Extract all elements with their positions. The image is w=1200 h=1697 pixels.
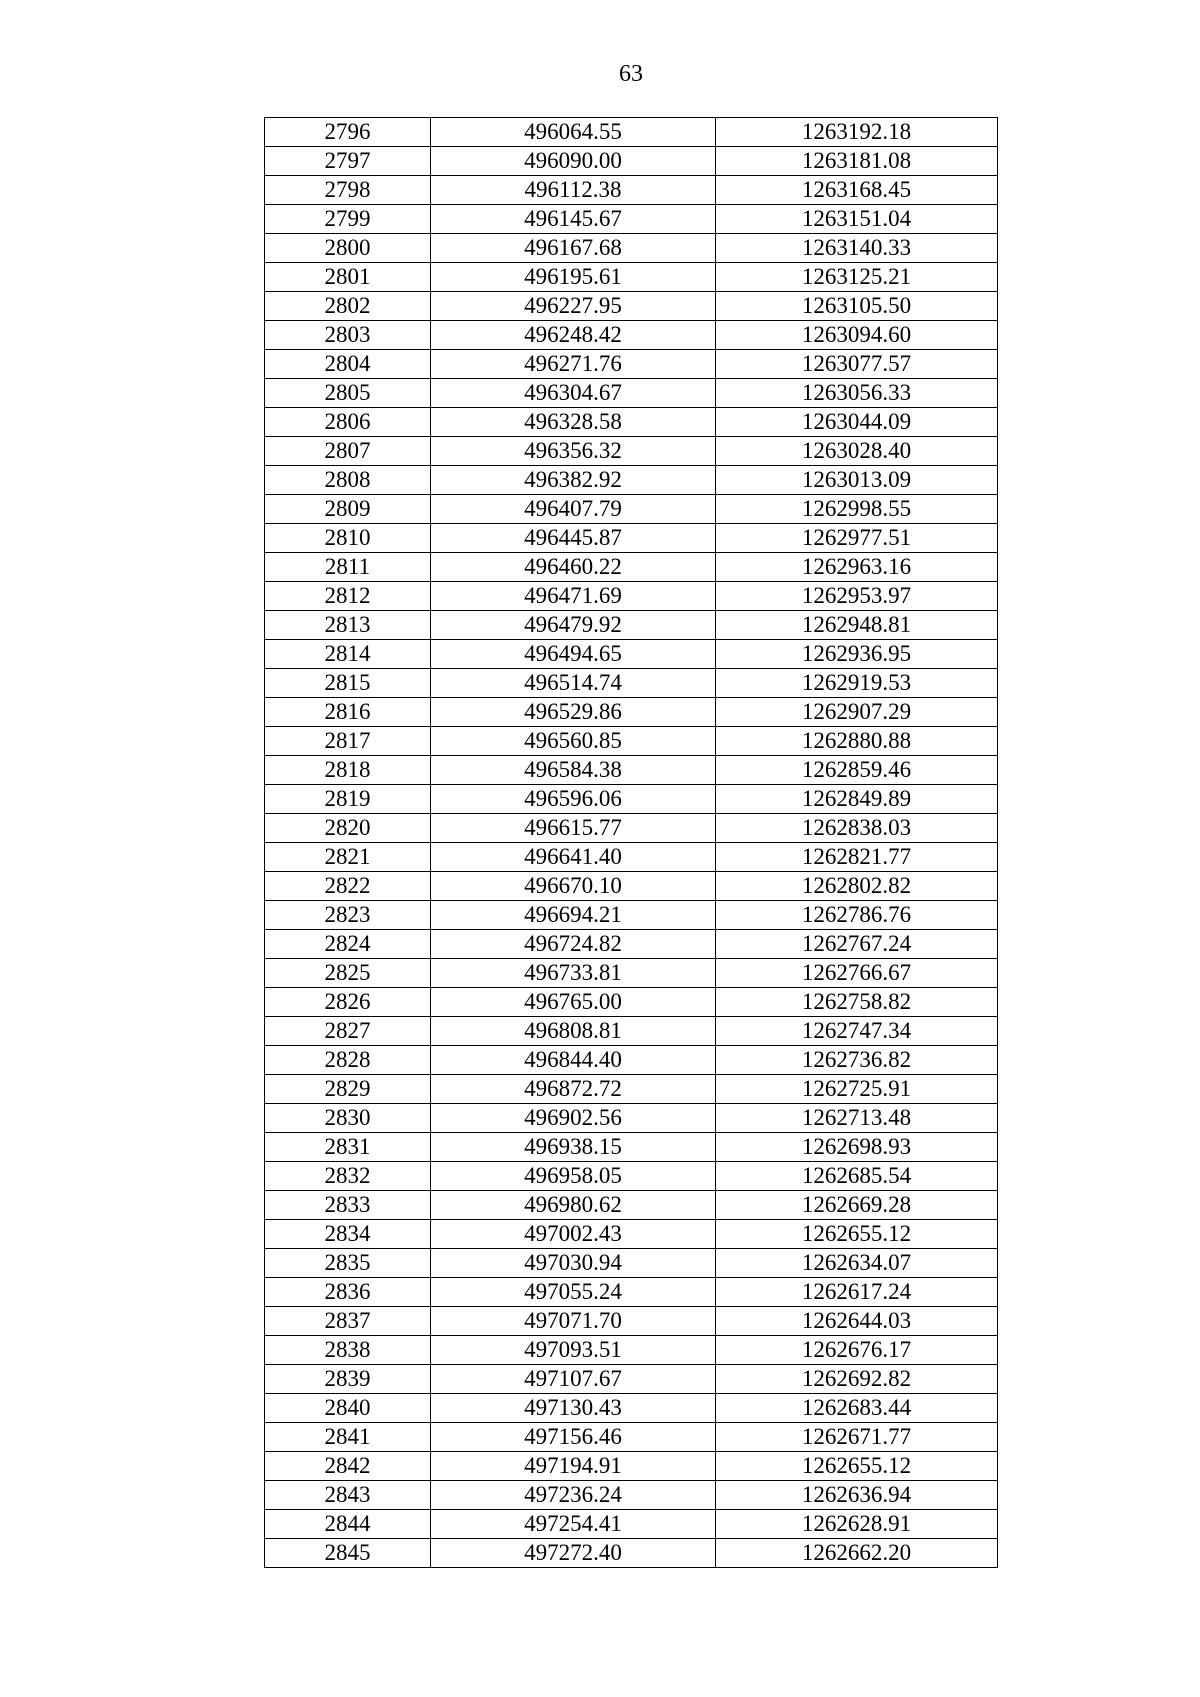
coordinates-table-body [265, 118, 998, 1568]
point-number-cell: 2845 [265, 1539, 431, 1568]
point-number-cell: 2828 [265, 1046, 431, 1075]
x-coordinate-cell: 496958.05 [431, 1162, 716, 1191]
x-coordinate-cell: 497130.43 [431, 1394, 716, 1423]
table-row [265, 1191, 998, 1220]
x-coordinate-cell: 496460.22 [431, 553, 716, 582]
y-coordinate-cell: 1262786.76 [716, 901, 998, 930]
y-coordinate-cell: 1262662.20 [716, 1539, 998, 1568]
point-number-cell: 2839 [265, 1365, 431, 1394]
point-number-cell: 2810 [265, 524, 431, 553]
y-coordinate-cell: 1263168.45 [716, 176, 998, 205]
point-number-cell: 2825 [265, 959, 431, 988]
table-row [265, 553, 998, 582]
point-number-cell: 2836 [265, 1278, 431, 1307]
y-coordinate-cell: 1262936.95 [716, 640, 998, 669]
x-coordinate-cell: 497093.51 [431, 1336, 716, 1365]
table-row [265, 1017, 998, 1046]
point-number-cell: 2804 [265, 350, 431, 379]
point-number-cell: 2835 [265, 1249, 431, 1278]
x-coordinate-cell: 496227.95 [431, 292, 716, 321]
x-coordinate-cell: 497272.40 [431, 1539, 716, 1568]
table-row [265, 1133, 998, 1162]
table-row [265, 872, 998, 901]
table-row [265, 988, 998, 1017]
point-number-cell: 2840 [265, 1394, 431, 1423]
point-number-cell: 2821 [265, 843, 431, 872]
point-number-cell: 2814 [265, 640, 431, 669]
x-coordinate-cell: 497107.67 [431, 1365, 716, 1394]
y-coordinate-cell: 1263094.60 [716, 321, 998, 350]
x-coordinate-cell: 496471.69 [431, 582, 716, 611]
x-coordinate-cell: 496596.06 [431, 785, 716, 814]
y-coordinate-cell: 1262977.51 [716, 524, 998, 553]
x-coordinate-cell: 496356.32 [431, 437, 716, 466]
point-number-cell: 2816 [265, 698, 431, 727]
y-coordinate-cell: 1262628.91 [716, 1510, 998, 1539]
point-number-cell: 2823 [265, 901, 431, 930]
y-coordinate-cell: 1262849.89 [716, 785, 998, 814]
table-row [265, 698, 998, 727]
table-row [265, 1539, 998, 1568]
y-coordinate-cell: 1262655.12 [716, 1452, 998, 1481]
point-number-cell: 2798 [265, 176, 431, 205]
y-coordinate-cell: 1262644.03 [716, 1307, 998, 1336]
table-row [265, 1365, 998, 1394]
x-coordinate-cell: 496529.86 [431, 698, 716, 727]
table-row [265, 785, 998, 814]
x-coordinate-cell: 496902.56 [431, 1104, 716, 1133]
y-coordinate-cell: 1263044.09 [716, 408, 998, 437]
x-coordinate-cell: 496271.76 [431, 350, 716, 379]
y-coordinate-cell: 1262698.93 [716, 1133, 998, 1162]
point-number-cell: 2817 [265, 727, 431, 756]
y-coordinate-cell: 1262736.82 [716, 1046, 998, 1075]
y-coordinate-cell: 1262692.82 [716, 1365, 998, 1394]
x-coordinate-cell: 496445.87 [431, 524, 716, 553]
table-row [265, 1075, 998, 1104]
x-coordinate-cell: 496872.72 [431, 1075, 716, 1104]
y-coordinate-cell: 1263077.57 [716, 350, 998, 379]
x-coordinate-cell: 496382.92 [431, 466, 716, 495]
x-coordinate-cell: 496641.40 [431, 843, 716, 872]
y-coordinate-cell: 1263181.08 [716, 147, 998, 176]
x-coordinate-cell: 496248.42 [431, 321, 716, 350]
y-coordinate-cell: 1262676.17 [716, 1336, 998, 1365]
x-coordinate-cell: 496584.38 [431, 756, 716, 785]
table-row [265, 1394, 998, 1423]
table-row [265, 1307, 998, 1336]
y-coordinate-cell: 1263151.04 [716, 205, 998, 234]
point-number-cell: 2797 [265, 147, 431, 176]
point-number-cell: 2826 [265, 988, 431, 1017]
x-coordinate-cell: 496195.61 [431, 263, 716, 292]
y-coordinate-cell: 1262838.03 [716, 814, 998, 843]
y-coordinate-cell: 1263013.09 [716, 466, 998, 495]
x-coordinate-cell: 497071.70 [431, 1307, 716, 1336]
table-row [265, 611, 998, 640]
y-coordinate-cell: 1262948.81 [716, 611, 998, 640]
x-coordinate-cell: 496090.00 [431, 147, 716, 176]
table-row [265, 1249, 998, 1278]
y-coordinate-cell: 1263125.21 [716, 263, 998, 292]
y-coordinate-cell: 1262617.24 [716, 1278, 998, 1307]
y-coordinate-cell: 1262685.54 [716, 1162, 998, 1191]
point-number-cell: 2841 [265, 1423, 431, 1452]
y-coordinate-cell: 1262634.07 [716, 1249, 998, 1278]
x-coordinate-cell: 496724.82 [431, 930, 716, 959]
table-row [265, 1162, 998, 1191]
point-number-cell: 2822 [265, 872, 431, 901]
y-coordinate-cell: 1263056.33 [716, 379, 998, 408]
point-number-cell: 2799 [265, 205, 431, 234]
table-row [265, 321, 998, 350]
x-coordinate-cell: 497002.43 [431, 1220, 716, 1249]
point-number-cell: 2803 [265, 321, 431, 350]
table-row [265, 292, 998, 321]
table-row [265, 118, 998, 147]
table-row [265, 379, 998, 408]
point-number-cell: 2842 [265, 1452, 431, 1481]
point-number-cell: 2801 [265, 263, 431, 292]
y-coordinate-cell: 1262919.53 [716, 669, 998, 698]
x-coordinate-cell: 496064.55 [431, 118, 716, 147]
table-row [265, 901, 998, 930]
point-number-cell: 2809 [265, 495, 431, 524]
x-coordinate-cell: 496733.81 [431, 959, 716, 988]
point-number-cell: 2805 [265, 379, 431, 408]
point-number-cell: 2820 [265, 814, 431, 843]
table-row [265, 1278, 998, 1307]
y-coordinate-cell: 1262907.29 [716, 698, 998, 727]
table-row [265, 408, 998, 437]
point-number-cell: 2832 [265, 1162, 431, 1191]
table-row [265, 1481, 998, 1510]
x-coordinate-cell: 496514.74 [431, 669, 716, 698]
y-coordinate-cell: 1262671.77 [716, 1423, 998, 1452]
x-coordinate-cell: 496167.68 [431, 234, 716, 263]
x-coordinate-cell: 496560.85 [431, 727, 716, 756]
y-coordinate-cell: 1262636.94 [716, 1481, 998, 1510]
x-coordinate-cell: 496808.81 [431, 1017, 716, 1046]
y-coordinate-cell: 1262725.91 [716, 1075, 998, 1104]
table-row [265, 1104, 998, 1133]
x-coordinate-cell: 496145.67 [431, 205, 716, 234]
point-number-cell: 2800 [265, 234, 431, 263]
y-coordinate-cell: 1262713.48 [716, 1104, 998, 1133]
table-row [265, 466, 998, 495]
point-number-cell: 2811 [265, 553, 431, 582]
y-coordinate-cell: 1262758.82 [716, 988, 998, 1017]
point-number-cell: 2827 [265, 1017, 431, 1046]
point-number-cell: 2813 [265, 611, 431, 640]
y-coordinate-cell: 1262747.34 [716, 1017, 998, 1046]
table-row [265, 756, 998, 785]
x-coordinate-cell: 496938.15 [431, 1133, 716, 1162]
table-row [265, 1510, 998, 1539]
x-coordinate-cell: 496694.21 [431, 901, 716, 930]
x-coordinate-cell: 496304.67 [431, 379, 716, 408]
x-coordinate-cell: 497194.91 [431, 1452, 716, 1481]
y-coordinate-cell: 1262802.82 [716, 872, 998, 901]
point-number-cell: 2796 [265, 118, 431, 147]
x-coordinate-cell: 496980.62 [431, 1191, 716, 1220]
point-number-cell: 2837 [265, 1307, 431, 1336]
x-coordinate-cell: 496112.38 [431, 176, 716, 205]
table-row [265, 234, 998, 263]
table-row [265, 1046, 998, 1075]
point-number-cell: 2815 [265, 669, 431, 698]
y-coordinate-cell: 1262766.67 [716, 959, 998, 988]
point-number-cell: 2833 [265, 1191, 431, 1220]
table-row [265, 1452, 998, 1481]
point-number-cell: 2807 [265, 437, 431, 466]
table-row [265, 959, 998, 988]
y-coordinate-cell: 1262821.77 [716, 843, 998, 872]
x-coordinate-cell: 496615.77 [431, 814, 716, 843]
y-coordinate-cell: 1262998.55 [716, 495, 998, 524]
y-coordinate-cell: 1262859.46 [716, 756, 998, 785]
point-number-cell: 2806 [265, 408, 431, 437]
table-row [265, 495, 998, 524]
table-row [265, 669, 998, 698]
y-coordinate-cell: 1263105.50 [716, 292, 998, 321]
table-row [265, 1336, 998, 1365]
point-number-cell: 2818 [265, 756, 431, 785]
table-row [265, 437, 998, 466]
y-coordinate-cell: 1262655.12 [716, 1220, 998, 1249]
table-row [265, 205, 998, 234]
y-coordinate-cell: 1263028.40 [716, 437, 998, 466]
table-row [265, 263, 998, 292]
point-number-cell: 2819 [265, 785, 431, 814]
point-number-cell: 2834 [265, 1220, 431, 1249]
table-row [265, 350, 998, 379]
x-coordinate-cell: 497236.24 [431, 1481, 716, 1510]
point-number-cell: 2808 [265, 466, 431, 495]
table-row [265, 582, 998, 611]
point-number-cell: 2831 [265, 1133, 431, 1162]
y-coordinate-cell: 1262767.24 [716, 930, 998, 959]
y-coordinate-cell: 1262880.88 [716, 727, 998, 756]
point-number-cell: 2802 [265, 292, 431, 321]
table-row [265, 640, 998, 669]
y-coordinate-cell: 1262963.16 [716, 553, 998, 582]
table-row [265, 176, 998, 205]
y-coordinate-cell: 1262953.97 [716, 582, 998, 611]
table-row [265, 843, 998, 872]
table-row [265, 147, 998, 176]
x-coordinate-cell: 496765.00 [431, 988, 716, 1017]
y-coordinate-cell: 1263140.33 [716, 234, 998, 263]
y-coordinate-cell: 1262683.44 [716, 1394, 998, 1423]
table-row [265, 1423, 998, 1452]
y-coordinate-cell: 1262669.28 [716, 1191, 998, 1220]
y-coordinate-cell: 1263192.18 [716, 118, 998, 147]
x-coordinate-cell: 496494.65 [431, 640, 716, 669]
x-coordinate-cell: 496844.40 [431, 1046, 716, 1075]
point-number-cell: 2830 [265, 1104, 431, 1133]
point-number-cell: 2843 [265, 1481, 431, 1510]
x-coordinate-cell: 497030.94 [431, 1249, 716, 1278]
x-coordinate-cell: 496479.92 [431, 611, 716, 640]
table-row [265, 814, 998, 843]
x-coordinate-cell: 497156.46 [431, 1423, 716, 1452]
page-number: 63 [619, 61, 643, 87]
point-number-cell: 2829 [265, 1075, 431, 1104]
coordinates-table [264, 117, 998, 1568]
table-row [265, 1220, 998, 1249]
x-coordinate-cell: 496407.79 [431, 495, 716, 524]
table-row [265, 524, 998, 553]
table-row [265, 727, 998, 756]
x-coordinate-cell: 496670.10 [431, 872, 716, 901]
x-coordinate-cell: 497055.24 [431, 1278, 716, 1307]
point-number-cell: 2844 [265, 1510, 431, 1539]
x-coordinate-cell: 496328.58 [431, 408, 716, 437]
point-number-cell: 2838 [265, 1336, 431, 1365]
x-coordinate-cell: 497254.41 [431, 1510, 716, 1539]
point-number-cell: 2824 [265, 930, 431, 959]
table-row [265, 930, 998, 959]
point-number-cell: 2812 [265, 582, 431, 611]
